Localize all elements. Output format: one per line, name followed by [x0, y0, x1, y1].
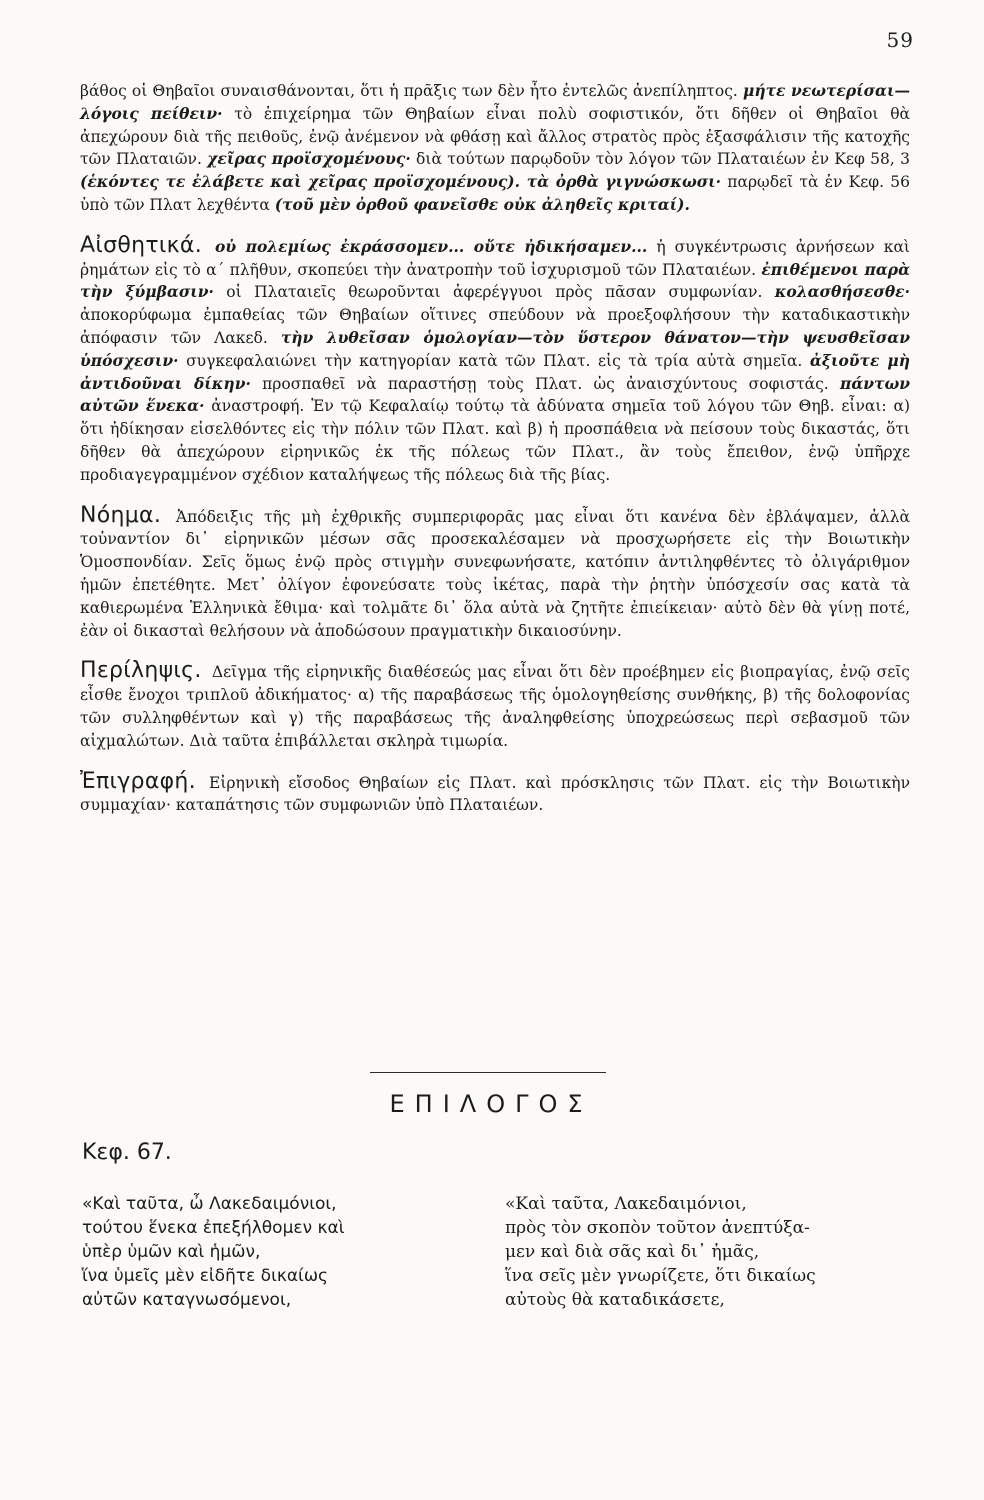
- intro-paragraph: [80, 80, 910, 217]
- aesthetics-quote: οὐ πολεμίως ἐκράσσομεν... οὔτε ἠδικήσαμεν...: [215, 236, 648, 256]
- epilogue-title: ΕΠΙΛΟΓΟΣ: [389, 1090, 593, 1118]
- aesthetics-quote: κολασθήσεσθε·: [774, 282, 911, 302]
- intro-comment: διὰ τούτων παρῳδοῦν τὸν λόγον τῶν Πλαταιέων ἐν Κεφ 58, 3: [410, 150, 910, 169]
- translation-line: πρὸς τὸν σκοπὸν τοῦτον ἀνεπτύξα-: [505, 1218, 810, 1238]
- greek-line: ἵνα ὑμεῖς μὲν εἰδῆτε δικαίως: [82, 1266, 329, 1286]
- section-divider: [370, 1072, 606, 1073]
- aesthetics-quote: ἐπιθέμενοι παρὰ τὴν ξύμβασιν·: [80, 259, 910, 302]
- translation-line: ἵνα σεῖς μὲν γνωρίζετε, ὅτι δικαίως: [505, 1266, 816, 1286]
- aesthetics-comment: προσπαθεῖ νὰ παραστήσῃ τοὺς Πλατ. ὡς ἀναισχύντους σοφιστάς.: [250, 374, 841, 393]
- aesthetics-comment: ἡ συγκέντρωσις ἀρνήσεων καὶ ῥημάτων εἰς τὸ α΄ πλῆθυν, σκοπεύει τὴν ἀνατροπὴν τοῦ ἰσχυρισμοῦ τῶν Πλαταιέων.: [80, 237, 910, 279]
- summary-paragraph: [80, 660, 910, 752]
- aesthetics-heading: Αἰσθητικά.: [80, 232, 202, 258]
- aesthetics-comment: ἀποκορύφωμα ἐμπαθείας τῶν Θηβαίων οἵτινες σπεύδουν νὰ προεξοφλήσουν τὴν καταδικαστικὴν ἀπόφασιν τῶν Λακεδ.: [80, 306, 910, 347]
- greek-line: «Καὶ ταῦτα, ὦ Λακεδαιμόνιοι,: [82, 1194, 337, 1214]
- intro-quote: (ἑκόντες τε ἐλάβετε καὶ χεῖρας προϊσχομένους). τὰ ὀρθὰ γιγνώσκωσι·: [80, 172, 722, 192]
- meaning-text: Ἀπόδειξις τῆς μὴ ἐχθρικῆς συμπεριφορᾶς μας εἶναι ὅτι κανένα δὲν ἐβλάψαμεν, ἀλλὰ τοὐναντίον δι᾽ εἰρηνικῶν μέσων σᾶς προσεκαλέσαμεν νὰ προσχωρήσετε εἰς τὴν Βοιωτικὴν Ὁμοσπονδίαν. Σεῖς ὅμως ἐνῷ πρὸς στιγμὴν συνεφωνήσατε, κατόπιν ἀντιληφθέντες τὸ ὀλιγάριθμον ἡμῶν ἐπετέθητε. Μετ᾽ ὀλίγον ἐφονεύσατε τοὺς ἱκέτας, παρὰ τὴν ῥητὴν ὑπόσχεσίν σας κατὰ τὰ καθιερωμένα Ἑλληνικὰ ἔθιμα· καὶ τολμᾶτε δι᾽ ὅλα αὐτὰ νὰ ζητῆτε ἐπιείκειαν· αὐτὸ δὲν θὰ γίνῃ ποτέ, ἐὰν οἱ δικασταὶ θελήσουν νὰ ἀποδώσουν πραγματικὴν δικαιοσύνην.: [80, 507, 910, 640]
- translation-line: αὐτοὺς θὰ καταδικάσετε,: [505, 1290, 725, 1310]
- meaning-paragraph: [80, 502, 910, 643]
- intro-comment: βάθος οἱ Θηβαῖοι συναισθάνονται, ὅτι ἡ πρᾶξις των δὲν ἦτο ἐντελῶς ἀνεπίληπτος.: [80, 82, 743, 100]
- aesthetics-quote: πάντων αὐτῶν ἕνεκα·: [80, 373, 910, 416]
- commentary-body: [80, 80, 910, 817]
- intro-comment: παρῳδεῖ τὰ ἐν Κεφ. 56 ὑπὸ τῶν Πλατ λεχθέντα: [80, 173, 911, 214]
- aesthetics-comment: συγκεφαλαιώνει τὴν κατηγορίαν κατὰ τῶν Πλατ. εἰς τὰ τρία αὐτὰ σημεῖα.: [178, 351, 810, 370]
- aesthetics-comment: οἱ Πλαταιεῖς θεωροῦνται ἀφερέγγυοι πρὸς πᾶσαν συμφωνίαν.: [213, 283, 775, 302]
- intro-quote: (τοῦ μὲν ὀρθοῦ φανεῖσθε οὐκ ἀληθεῖς κριταί).: [274, 194, 690, 214]
- aesthetics-quote: τὴν λυθεῖσαν ὁμολογίαν—τὸν ὕστερον θάνατον—τὴν ψευσθεῖσαν ὑπόσχεσιν·: [80, 327, 910, 370]
- title-text: Εἰρηνικὴ εἴσοδος Θηβαίων εἰς Πλατ. καὶ πρόσκλησις τῶν Πλατ. εἰς τὴν Βοιωτικὴν συμμαχίαν· καταπάτησις τῶν συμφωνιῶν ὑπὸ Πλαταιέων.: [80, 773, 910, 815]
- intro-quote: χεῖρας προϊσχομένους·: [207, 149, 411, 169]
- aesthetics-text: [80, 238, 910, 484]
- chapter-heading: Κεφ. 67.: [82, 1140, 172, 1165]
- translation-line: μεν καὶ διὰ σᾶς καὶ δι᾽ ἡμᾶς,: [505, 1242, 760, 1262]
- summary-heading: Περίληψις.: [80, 658, 202, 684]
- meaning-heading: Νόημα.: [80, 502, 162, 528]
- page-number: 59: [886, 28, 914, 52]
- translation-column: [505, 1192, 915, 1312]
- greek-text-column: [82, 1192, 476, 1312]
- translation-line: «Καὶ ταῦτα, Λακεδαιμόνιοι,: [505, 1194, 747, 1214]
- greek-line: ὑπὲρ ὑμῶν καὶ ἡμῶν,: [82, 1242, 261, 1262]
- aesthetics-comment: ἀναστροφή. Ἐν τῷ Κεφαλαίῳ τούτῳ τὰ ἀδύνατα σημεῖα τοῦ λόγου τῶν Θηβ. εἶναι: α) ὅτι ἠδίκησαν εἰσελθόντες εἰς τὴν πόλιν τῶν Πλατ. καὶ β) ἡ προσπάθεια νὰ πείσουν τοὺς δικαστάς, ὅτι δῆθεν θὰ ἀπεχώρουν εἰρηνικῶς ἐκ τῆς πόλεως τῶν Πλατ., ἂν τοὺς ἔπειθον, ἐνῷ ὑπῆρχε προδιαγεγραμμένον σχέδιον καταλήψεως τῆς πόλεως διὰ τῆς βίας.: [80, 397, 910, 484]
- summary-text: Δεῖγμα τῆς εἰρηνικῆς διαθέσεώς μας εἶναι ὅτι δὲν προέβημεν εἰς βιοπραγίας, ἐνῷ σεῖς εἶσθε ἔνοχοι τριπλοῦ ἀδικήματος· α) τῆς παραβάσεως τῆς ὁμολογηθείσης συνθήκης, β) τῆς δολοφονίας τῶν συλληφθέντων καὶ γ) τῆς παραβάσεως τῆς ἀναληφθείσης ὑποχρεώσεως περὶ σεβασμοῦ τῶν αἰχμαλώτων. Διὰ ταῦτα ἐπιβάλλεται σκληρὰ τιμωρία.: [80, 663, 910, 750]
- title-heading: Ἐπιγραφή.: [80, 768, 196, 794]
- intro-comment: τὸ ἐπιχείρημα τῶν Θηβαίων εἶναι πολὺ σοφιστικόν, ὅτι δῆθεν οἱ Θηβαῖοι θὰ ἀπεχώρουν διὰ τῆς πειθοῦς, ἐνῷ ἀνέμενον νὰ φθάσῃ καὶ ἄλλος στρατὸς πρὸς ἐξασφάλισιν τῆς κατοχῆς τῶν Πλαταιῶν.: [80, 104, 910, 169]
- aesthetics-paragraph: [80, 232, 911, 487]
- title-paragraph: [80, 768, 910, 818]
- greek-line: τούτου ἕνεκα ἐπεξήλθομεν καὶ: [82, 1218, 345, 1238]
- aesthetics-quote: ἀξιοῦτε μὴ ἀντιδοῦναι δίκην·: [80, 350, 910, 393]
- intro-quote: μήτε νεωτερίσαι—λόγοις πείθειν·: [80, 81, 910, 123]
- greek-line: αὐτῶν καταγνωσόμενοι,: [82, 1290, 292, 1310]
